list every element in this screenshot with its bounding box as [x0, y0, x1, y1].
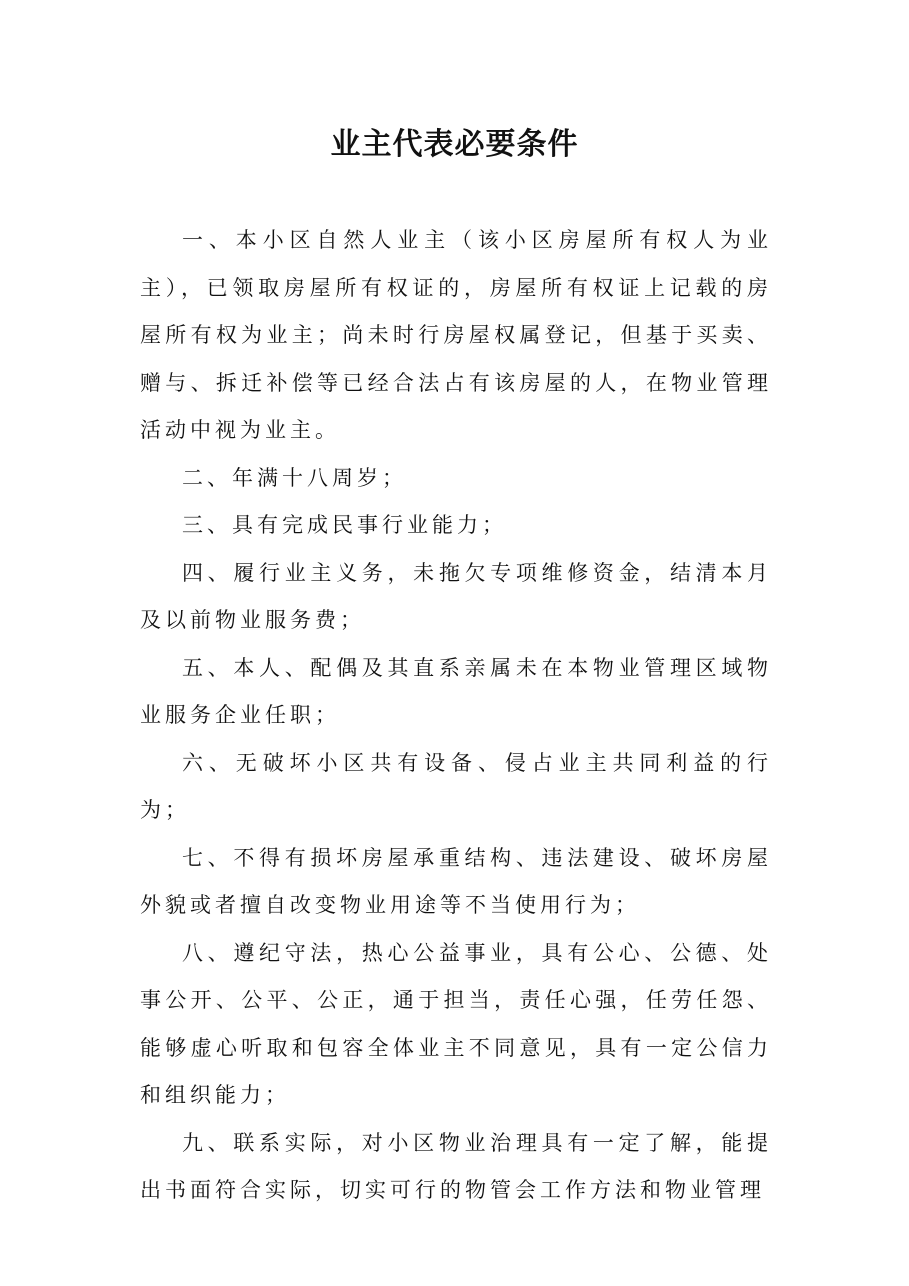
document-body [140, 217, 772, 1215]
paragraph-1: 一、本小区自然人业主（该小区房屋所有权人为业主），已领取房屋所有权证的，房屋所有权证上记载的房屋所有权为业主；尚未时行房屋权属登记，但基于买卖、赠与、拆迁补偿等已经合法占有该房屋的人，在物业管理活动中视为业主。 [140, 228, 772, 442]
paragraph-3: 三、具有完成民事行业能力； [182, 513, 507, 537]
document-title: 业主代表必要条件 [330, 127, 579, 162]
paragraph-2: 二、年满十八周岁； [182, 465, 407, 490]
paragraph-4: 四、履行业主义务，未拖欠专项维修资金，结清本月及以前物业服务费； [140, 560, 772, 632]
paragraph-8: 八、遵纪守法，热心公益事业，具有公心、公德、处事公开、公平、公正，通于担当，责任心强，任劳任怨、能够虚心听取和包容全体业主不同意见，具有一定公信力和组织能力； [140, 940, 772, 1107]
paragraph-9: 九、联系实际，对小区物业治理具有一定了解，能提出书面符合实际，切实可行的物管会工作方法和物业管理 [140, 1130, 772, 1202]
paragraph-5: 五、本人、配偶及其直系亲属未在本物业管理区域物业服务企业任职； [140, 655, 772, 727]
paragraph-7: 七、不得有损坏房屋承重结构、违法建设、破坏房屋外貌或者擅自改变物业用途等不当使用行为； [140, 845, 772, 917]
paragraph-6: 六、无破坏小区共有设备、侵占业主共同利益的行为； [140, 750, 772, 822]
